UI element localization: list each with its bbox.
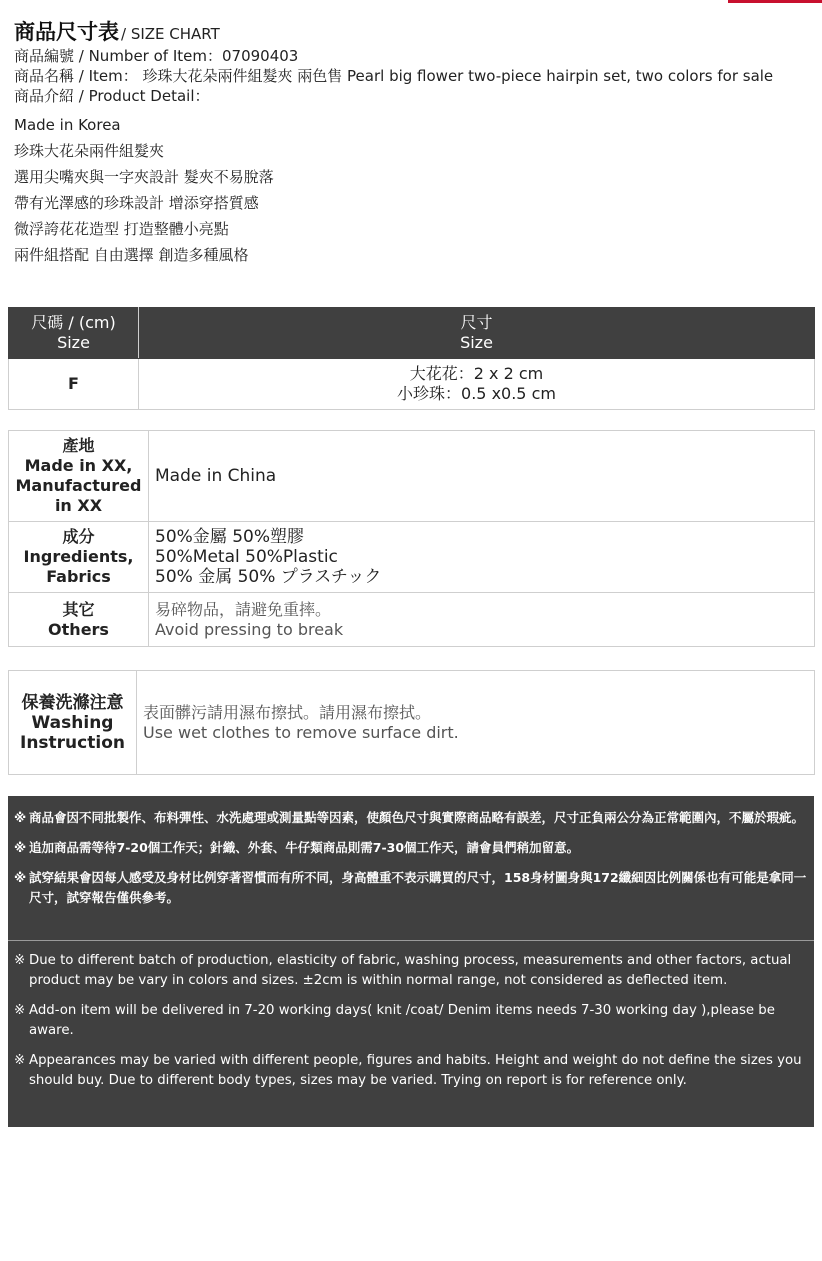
washing-label-en: Washing — [31, 712, 114, 733]
size-col-label-en: Size — [57, 333, 90, 352]
list-item — [14, 1051, 814, 1091]
origin-label-cn: 產地 — [62, 436, 95, 455]
title-sub: / SIZE CHART — [121, 25, 220, 43]
note-mark: ※ — [14, 1003, 26, 1018]
list-item — [14, 951, 814, 991]
detail-item: Made in Korea — [14, 116, 121, 134]
washing-label — [9, 671, 137, 775]
washing-value — [137, 671, 815, 775]
note-mark: ※ — [14, 1053, 26, 1068]
product-info-table — [8, 430, 815, 647]
others-label-cn: 其它 — [62, 599, 95, 619]
dimension-col-header — [139, 308, 815, 359]
washing-row — [9, 671, 815, 775]
detail-label: 商品介紹 / Product Detail： — [14, 87, 210, 105]
product-header — [14, 16, 814, 268]
item-number: 商品編號 / Number of Item：07090403 — [14, 47, 299, 65]
detail-item: 帶有光澤感的珍珠設計 增添穿搭質感 — [14, 194, 259, 212]
note-text: Add-on item will be delivered in 7-20 working days( knit /coat/ Denim items needs 7-30 working day ),please be aware. — [29, 1003, 775, 1038]
ingredients-label-en: Ingredients, — [23, 547, 134, 566]
origin-label — [9, 431, 149, 522]
origin-row — [9, 431, 815, 522]
others-value-en: Avoid pressing to break — [155, 619, 344, 639]
notes-panel — [8, 796, 814, 1127]
washing-label-cn: 保養洗滌注意 — [21, 692, 124, 713]
note-text: Due to different batch of production, elasticity of fabric, washing process, measurements and other factors, actual product may be vary in colors and sizes. ±2cm is within normal range, not considered as deflected item. — [29, 953, 792, 988]
size-value: F — [9, 359, 139, 410]
note-mark: ※ — [14, 870, 27, 885]
item-name: 商品名稱 / Item： 珍珠大花朵兩件組髮夾 兩色售 Pearl big flower two-piece hairpin set, two colors for sale — [14, 67, 774, 85]
accent-bar — [728, 0, 822, 3]
table-row — [9, 359, 815, 410]
notes-english — [8, 941, 814, 1091]
others-label — [9, 593, 149, 647]
list-item — [14, 1001, 814, 1041]
washing-table — [8, 670, 815, 775]
ingredients-label-cn: 成分 — [62, 527, 95, 546]
size-col-header — [9, 308, 139, 359]
washing-label-en: Instruction — [20, 732, 125, 753]
title-main: 商品尺寸表 — [14, 20, 119, 44]
size-table-header — [9, 308, 815, 359]
ingredients-value — [149, 522, 815, 593]
dimension-col-label-en: Size — [460, 333, 493, 352]
others-label-en: Others — [48, 619, 109, 639]
note-mark: ※ — [14, 953, 26, 968]
ingredients-value-cn: 50%金屬 50%塑膠 — [155, 527, 304, 547]
dimension-flower: 大花花：2 x 2 cm — [409, 364, 544, 383]
note-text: 追加商品需等待7-20個工作天；針織、外套、牛仔類商品則需7-30個工作天，請會員們稍加留意。 — [29, 840, 580, 855]
washing-value-en: Use wet clothes to remove surface dirt. — [143, 722, 459, 742]
others-value-cn: 易碎物品，請避免重摔。 — [155, 599, 332, 619]
origin-label-en: in XX — [54, 496, 103, 515]
note-text: 商品會因不同批製作、布料彈性、水洗處理或測量點等因素，使顏色尺寸與實際商品略有誤差，尺寸正負兩公分為正常範圍內，不屬於瑕疵。 — [29, 810, 805, 825]
note-mark: ※ — [14, 840, 27, 855]
detail-item: 珍珠大花朵兩件組髮夾 — [14, 142, 165, 160]
page-title — [14, 16, 814, 46]
detail-item: 微浮誇花花造型 打造整體小亮點 — [14, 220, 229, 238]
dimension-col-label-cn: 尺寸 — [460, 313, 493, 332]
note-mark: ※ — [14, 810, 27, 825]
size-col-label-cn: 尺碼 / (cm) — [31, 313, 116, 332]
ingredients-value-jp: 50% 金属 50% プラスチック — [155, 567, 382, 587]
note-text: 試穿結果會因每人感受及身材比例穿著習慣而有所不同，身高體重不表示購買的尺寸，158身材圖身與172纖細因比例關係也有可能是拿同一尺寸，試穿報告僅供參考。 — [29, 870, 807, 905]
size-table — [8, 307, 815, 410]
detail-item: 兩件組搭配 自由選擇 創造多種風格 — [14, 246, 249, 264]
list-item — [14, 808, 814, 828]
ingredients-label-en: Fabrics — [46, 567, 111, 586]
dimension-pearl: 小珍珠：0.5 x0.5 cm — [397, 384, 556, 403]
ingredients-label — [9, 522, 149, 593]
detail-item: 選用尖嘴夾與一字夾設計 髮夾不易脫落 — [14, 168, 274, 186]
others-value — [149, 593, 815, 647]
ingredients-row — [9, 522, 815, 593]
list-item — [14, 868, 814, 908]
origin-value-text: Made in China — [155, 466, 277, 486]
list-item — [14, 838, 814, 858]
dimension-value — [139, 359, 815, 410]
washing-value-cn: 表面髒污請用濕布擦拭。請用濕布擦拭。 — [143, 702, 432, 722]
origin-label-en: Made in XX, — [24, 456, 133, 475]
origin-label-en: Manufactured — [15, 476, 142, 495]
others-row — [9, 593, 815, 647]
note-text: Appearances may be varied with different people, figures and habits. Height and weight do not define the sizes you should buy. Due to different body types, sizes may be varied. Trying on report is for reference only. — [29, 1053, 802, 1088]
notes-chinese — [8, 796, 814, 941]
ingredients-value-en: 50%Metal 50%Plastic — [155, 547, 338, 567]
origin-value — [149, 431, 815, 522]
